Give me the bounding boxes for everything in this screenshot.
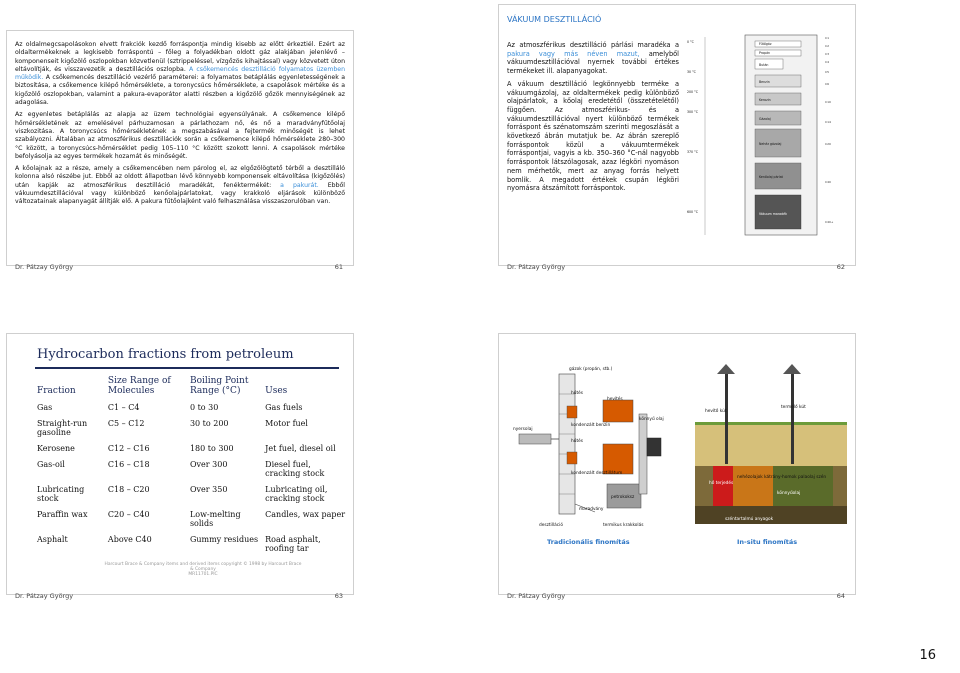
- table-cell: C1 – C4: [107, 403, 140, 412]
- paragraph-text: Az oldalmegcsapolásokon elvett frakciók kezdő forráspontja mindig kisebb az előtt érkeztiél. Ezért az oldaltermékeknek a legkisebb forráspontú – főleg a folyadékban oldott gáz alakjában jelenlévő – komponenseit kigőzölő oszlopokban közvetlenül (sztrippeléssel, vízgőzös kihajtással) vagy közvetett úton eltávolítják, és visszavezetik a desztillációs oszlopba.: [15, 41, 345, 73]
- table-cell: Lubricating stock: [37, 485, 85, 503]
- svg-text:C4: C4: [825, 60, 830, 64]
- paragraph-3: [15, 165, 345, 206]
- label-heating: hevítés: [607, 397, 623, 402]
- svg-text:C10: C10: [825, 100, 831, 104]
- column-fraction-label: Benzin: [759, 80, 770, 84]
- temperature-label: 600 °C: [687, 210, 698, 214]
- paragraph-1: [15, 41, 345, 107]
- table-cell: Low-melting solids: [189, 510, 241, 528]
- label-light-oil-2: könnyűolaj: [777, 491, 801, 496]
- table-cell: Candles, wax paper: [265, 510, 346, 519]
- slide-63: [6, 333, 354, 600]
- label-gas: gázok (propán, stb.): [569, 367, 613, 372]
- column-header: Size Range of Molecules: [107, 376, 171, 396]
- svg-text:C3: C3: [825, 52, 830, 56]
- temperature-label: 300 °C: [687, 110, 698, 114]
- svg-text:C2: C2: [825, 44, 830, 48]
- temperature-label: 0 °C: [687, 40, 694, 44]
- paragraph-text: Ebből vákuumdesztillációval vagy különböző kenőolajpárlatokat, vagy krakkoló eljárások különböző változatainak alapanyagát állítják elő. A pakura fűtőolajként való felhasználása visszaszorulóban van.: [15, 181, 346, 206]
- table-cell: Gas-oil: [37, 460, 65, 469]
- label-crude-oil: nyersolaj: [513, 427, 533, 432]
- label-petrocoke: petrokoksz: [611, 495, 635, 500]
- label-heavy-oil: nehézolajok kátrány-homok palaolaj szén: [737, 475, 827, 480]
- table-cell: Kerosene: [37, 444, 75, 453]
- table-cell: C12 – C16: [107, 444, 150, 453]
- table-row: [37, 531, 353, 556]
- paragraph-text: Az atmoszférikus desztilláció párlási maradéka a: [507, 41, 679, 49]
- label-producer-well: termelő kút: [781, 405, 806, 410]
- svg-text:C1: C1: [825, 36, 830, 40]
- label-thermal-cracking: termikus krakkolás: [603, 523, 644, 528]
- table-cell: Gas: [37, 403, 53, 412]
- paragraph-text: A csőkemencés desztilláció vezérlő paraméterei: a folyamatos betáplálás egyenletességének a biztosítása, a csőkemence kilépő hőmérséklete, a toronycsúcs hőmérséklete, a csapolások mértéke és a kigőzölő oszlopokban, valamint a pakura-evaporátor alatti részben a kigőzölő gőzök mennyiségének az adagolása.: [15, 74, 345, 107]
- table-cell: 180 to 300: [189, 444, 234, 453]
- label-heat-front: hő terjedés: [709, 481, 734, 486]
- table-cell: Above C40: [107, 535, 152, 544]
- title-rule: [35, 367, 339, 369]
- svg-text:C14: C14: [825, 120, 831, 124]
- author: Dr. Pátzay György: [15, 592, 74, 600]
- traditional-refining-label: Tradicionális finomítás: [547, 538, 630, 546]
- figure-code: MR11701.PIC: [188, 572, 218, 577]
- column-fraction-label: Bután: [759, 63, 769, 67]
- table-cell: C5 – C12: [107, 419, 145, 428]
- column-fraction-label: Kerozin: [759, 98, 771, 102]
- column-fraction-label: Kenőolaj párlat: [759, 175, 783, 179]
- table-row: [37, 440, 353, 456]
- temperature-label: 30 °C: [687, 70, 696, 74]
- table-cell: Over 300: [189, 460, 228, 469]
- table-header-row: [37, 376, 353, 399]
- fractions-table: [37, 376, 353, 556]
- table-cell: Road asphalt, roofing tar: [265, 535, 321, 553]
- label-distillation: desztilláció: [539, 523, 563, 528]
- slide-page-number: 64: [836, 592, 845, 600]
- column-fraction-label: Propán: [759, 51, 771, 55]
- highlight-text: pakura vagy más néven mazut,: [507, 49, 640, 58]
- table-cell: C18 – C20: [107, 485, 150, 494]
- author: Dr. Pátzay György: [15, 263, 74, 271]
- table-cell: Paraffin wax: [37, 510, 88, 519]
- column-fraction-label: Gázolaj: [759, 117, 771, 121]
- column-fraction-label: Fűtőgáz: [759, 42, 772, 46]
- slide-62-body: [507, 41, 679, 197]
- slide-title: Hydrocarbon fractions from petroleum: [37, 347, 294, 362]
- svg-text:C40+: C40+: [825, 220, 834, 224]
- slide-61: [6, 30, 354, 271]
- label-condensed-gasoline: kondenzált benzin: [571, 423, 611, 428]
- paragraph-1: [507, 41, 679, 76]
- document-page-number: 16: [919, 648, 936, 663]
- column-fraction-label: Nehéz gázolaj: [759, 142, 782, 146]
- label-condensed-distillate: kondenzált desztillátum: [571, 471, 623, 476]
- slide-title: VÁKUUM DESZTILLÁCIÓ: [507, 15, 602, 24]
- table-row: [37, 399, 353, 415]
- column-header: Fraction: [37, 386, 76, 396]
- table-cell: Gummy residues: [189, 535, 259, 544]
- paragraph-text: amelyből vákuumdesztillációval nyernek további értékes termékeket ill. alapanyagokat.: [507, 49, 679, 76]
- label-cooling: hűtés: [571, 391, 584, 396]
- svg-text:C6: C6: [825, 82, 830, 86]
- table-row: [37, 481, 353, 506]
- table-cell: C20 – C40: [107, 510, 150, 519]
- table-cell: Straight-run gasoline: [37, 419, 88, 437]
- temperature-label: 370 °C: [687, 150, 698, 154]
- slide-61-body: [15, 41, 345, 211]
- label-carbon-materials: széntartalmú anyagok: [725, 517, 774, 522]
- svg-text:C20: C20: [825, 142, 831, 146]
- label-cooling-2: hűtés: [571, 439, 584, 444]
- highlight-text: A csőkemencés desztilláció folyamatos üzemben működik.: [15, 65, 346, 82]
- table-cell: Motor fuel: [265, 419, 308, 428]
- crude-tank: [519, 434, 551, 444]
- author: Dr. Pátzay György: [507, 592, 566, 600]
- table-cell: Diesel fuel, cracking stock: [265, 460, 325, 478]
- paragraph-2: Az egyenletes betáplálás az alapja az üzem technológiai egyensúlyának. A csőkemence kilépő hőmérsékletének az emelésével párhuzamosan a párlathozam nő, és nő a maradványfűtőolaj viszkozitása. A toronycsúcs hőmérsékletének a megszabásával a fejtermék minőségét is lehet szabályozni. Általában az atmoszférikus desztillációk során a csőkemence kilépő hőmérséklete 280–300 °C között, a toronycsúcs-hőmérséklet pedig 105–110 °C között szokott lenni. A csapolások mértéke befolyásolja az egyes termékek hozamát és minőségét.: [15, 111, 345, 160]
- paragraph-text: A kőolajnak az a része, amely a csőkemencében nem párolog el, az elgőzölögtető térből a desztilláló kolonna alsó részébe jut. Ebből az oldott állapotban lévő könnyebb komponensek eltávolítása (kigőzölés) után kapják az atmoszférikus desztilláció maradékát, fenéktermékét:: [15, 165, 345, 189]
- svg-text:C40: C40: [825, 180, 831, 184]
- table-cell: Gas fuels: [265, 403, 303, 412]
- copyright-note: [103, 562, 303, 577]
- slide-page-number: 62: [836, 263, 845, 271]
- temperature-label: 200 °C: [687, 90, 698, 94]
- column-header: Boiling Point Range (°C): [189, 376, 249, 396]
- column-header: Uses: [265, 386, 288, 396]
- table-row: [37, 506, 353, 531]
- distillation-column-diagram: [685, 33, 845, 243]
- table-cell: Asphalt: [37, 535, 68, 544]
- highlight-text: a pakurát.: [280, 181, 319, 189]
- table-row: [37, 415, 353, 440]
- table-cell: Jet fuel, diesel oil: [265, 444, 336, 453]
- svg-text:C5: C5: [825, 70, 830, 74]
- label-heating-well: hevítő kút: [705, 409, 727, 414]
- label-residue: maradvány: [579, 507, 604, 512]
- column-fraction-label: Vákuum maradék: [759, 212, 787, 216]
- slide-64: [498, 333, 856, 600]
- copyright-text: Harcourt Brace & Company items and derived items copyright © 1998 by Harcourt Brace & Company: [104, 562, 302, 572]
- table-cell: Over 350: [189, 485, 228, 494]
- paragraph-2: A vákuum desztilláció legkönnyebb terméke a vákuumgázolaj, az oldaltermékek pedig különböző olajpárlatok, a kőolaj eredetétől (összetételétől) függően. Az atmoszférikus- és a vákuumdesztillációval nyert különböző termékek forráspont és szénatomszám szerinti megoszlását a következő ábrán mutatjuk be. Az ábrán szereplő forráspontok közül a vákuumtermékek forráspontjai, vagyis a kb. 350–360 °C-nál nagyobb forráspontok látszólagosak, azaz légköri nyomáson nem mérhetők, mert az anyag forrás helyett bomlik. A megadott értékek csupán légköri nyomásra átszámított forráspontok.: [507, 79, 679, 193]
- table-cell: 0 to 30: [189, 403, 219, 412]
- slide-page-number: 63: [334, 592, 343, 600]
- slide-page-number: 61: [334, 263, 343, 271]
- insitu-refining-label: In-situ finomítás: [737, 538, 798, 546]
- table-cell: Lubricating oil, cracking stock: [265, 485, 328, 503]
- table-cell: C16 – C18: [107, 460, 150, 469]
- author: Dr. Pátzay György: [507, 263, 566, 271]
- table-row: [37, 456, 353, 481]
- table-cell: 30 to 200: [189, 419, 229, 428]
- label-light-oil: könnyű olaj: [639, 417, 664, 422]
